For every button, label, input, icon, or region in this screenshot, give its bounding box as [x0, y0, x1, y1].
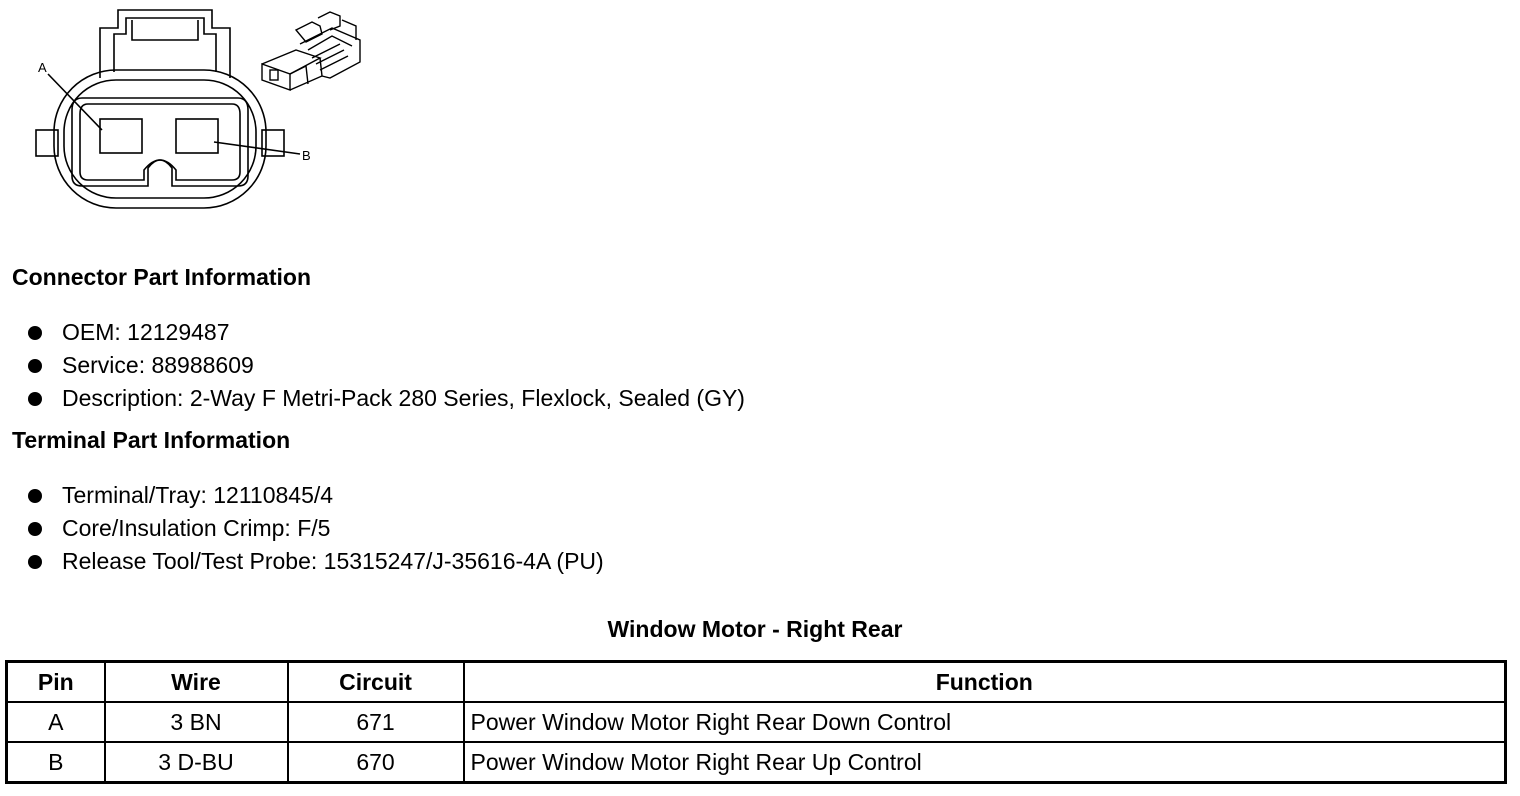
pin-cell: B	[7, 742, 105, 783]
table-header-row	[7, 662, 1506, 703]
list-item: Core/Insulation Crimp: F/5	[28, 512, 604, 545]
connector-info-list	[28, 316, 745, 415]
pinout-table	[5, 660, 1507, 784]
list-item: Description: 2-Way F Metri-Pack 280 Series, Flexlock, Sealed (GY)	[28, 382, 745, 415]
table-row	[7, 742, 1506, 783]
column-header-circuit: Circuit	[288, 662, 464, 703]
table-row	[7, 702, 1506, 742]
table-title: Window Motor - Right Rear	[607, 616, 903, 642]
list-item: Terminal/Tray: 12110845/4	[28, 479, 604, 512]
terminal-info-heading: Terminal Part Information	[12, 427, 291, 453]
circuit-cell: 670	[288, 742, 464, 783]
wire-cell: 3 BN	[105, 702, 288, 742]
terminal-info-list	[28, 479, 604, 578]
pin-a-label: A	[38, 60, 47, 75]
list-item: OEM: 12129487	[28, 316, 745, 349]
column-header-pin: Pin	[7, 662, 105, 703]
list-item: Release Tool/Test Probe: 15315247/J-35616-4A (PU)	[28, 545, 604, 578]
column-header-function: Function	[464, 662, 1506, 703]
function-cell: Power Window Motor Right Rear Down Control	[464, 702, 1506, 742]
function-cell: Power Window Motor Right Rear Up Control	[464, 742, 1506, 783]
pin-b-label: B	[302, 148, 311, 163]
connector-iso-icon	[262, 12, 360, 90]
connector-diagram	[0, 0, 380, 230]
circuit-cell: 671	[288, 702, 464, 742]
connector-info-heading: Connector Part Information	[12, 264, 312, 290]
wire-cell: 3 D-BU	[105, 742, 288, 783]
pin-cell: A	[7, 702, 105, 742]
list-item: Service: 88988609	[28, 349, 745, 382]
column-header-wire: Wire	[105, 662, 288, 703]
